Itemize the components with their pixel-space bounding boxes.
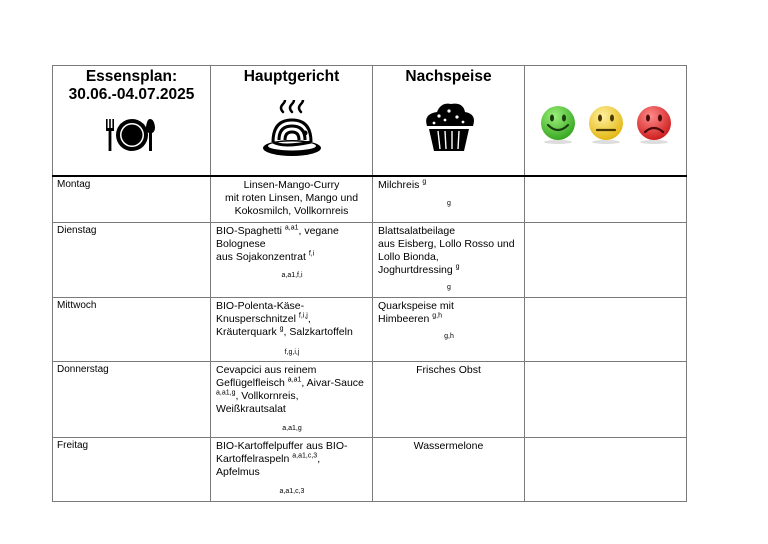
main-course-cell: BIO-Kartoffelpuffer aus BIO-Kartoffelraspeln $^{a,a1,c,3}$, Apfelmus a,a1,c,3 xyxy=(211,438,373,502)
neutral-face-icon[interactable] xyxy=(585,105,627,145)
rating-cell[interactable] xyxy=(525,176,687,223)
table-row-wednesday xyxy=(53,298,687,362)
main-course-cell: BIO-Polenta-Käse-Knusperschnitzel $^{f,i,j}$, Kräuterquark $^g$, Salzkartoffeln f,g,i,j xyxy=(211,298,373,362)
dessert-cell: Quarkspeise mit Himbeeren $^{g,h}$ g,h xyxy=(373,298,525,362)
main-course-cell: Linsen-Mango-Curry mit roten Linsen, Mango und Kokosmilch, Vollkornreis xyxy=(211,176,373,223)
dessert-cell: Blattsalatbeilage aus Eisberg, Lollo Rosso und Lollo Bionda, Joghurtdressing $^g$ g xyxy=(373,223,525,298)
header-plan-cell xyxy=(53,66,211,177)
dessert-cell: Frisches Obst xyxy=(373,362,525,438)
allergen-codes: g xyxy=(447,200,451,207)
day-label: Freitag xyxy=(53,438,211,502)
plan-date-range: 30.06.-04.07.2025 xyxy=(68,86,195,103)
main-course-heading: Hauptgericht xyxy=(243,68,340,85)
table-row-thursday xyxy=(53,362,687,438)
cutlery-plate-icon xyxy=(102,116,162,154)
sad-face-icon[interactable] xyxy=(633,105,675,145)
main-course-cell: BIO-Spaghetti $^{a,a1}$, vegane Bolognese aus Sojakonzentrat $^{f,i}$ a,a1,f,i xyxy=(211,223,373,298)
muffin-icon xyxy=(421,102,477,154)
dessert-heading: Nachspeise xyxy=(405,68,492,85)
rating-cell[interactable] xyxy=(525,223,687,298)
dessert-cell: Wassermelone xyxy=(373,438,525,502)
allergen-codes: g xyxy=(447,284,451,291)
table-row-monday xyxy=(53,176,687,223)
rating-cell[interactable] xyxy=(525,298,687,362)
allergen-codes: f,g,i,j xyxy=(284,349,300,356)
rating-cell[interactable] xyxy=(525,362,687,438)
table-row-tuesday xyxy=(53,223,687,298)
header-dessert-cell xyxy=(373,66,525,177)
allergen-codes: g,h xyxy=(444,333,454,340)
day-label: Montag xyxy=(53,176,211,223)
day-label: Donnerstag xyxy=(53,362,211,438)
pasta-dish-icon xyxy=(261,100,323,158)
table-row-friday xyxy=(53,438,687,502)
dessert-cell: Milchreis $^g$ g xyxy=(373,176,525,223)
header-rating-cell xyxy=(525,66,687,177)
header-main-course-cell xyxy=(211,66,373,177)
meal-plan-table xyxy=(52,65,687,502)
allergen-codes: a,a1,g xyxy=(282,425,302,432)
allergen-codes: a,a1,c,3 xyxy=(279,488,305,495)
plan-title-line1: Essensplan: xyxy=(85,68,178,85)
day-label: Dienstag xyxy=(53,223,211,298)
happy-face-icon[interactable] xyxy=(537,105,579,145)
rating-cell[interactable] xyxy=(525,438,687,502)
allergen-codes: a,a1,f,i xyxy=(281,272,303,279)
main-course-cell: Cevapcici aus reinem Geflügelfleisch $^{a,a1}$, Aivar-Sauce $^{a,a1,g}$, Vollkornreis, Weißkrautsalat a,a1,g xyxy=(211,362,373,438)
table-header-row xyxy=(53,66,687,177)
plan-title xyxy=(53,68,210,104)
day-label: Mittwoch xyxy=(53,298,211,362)
